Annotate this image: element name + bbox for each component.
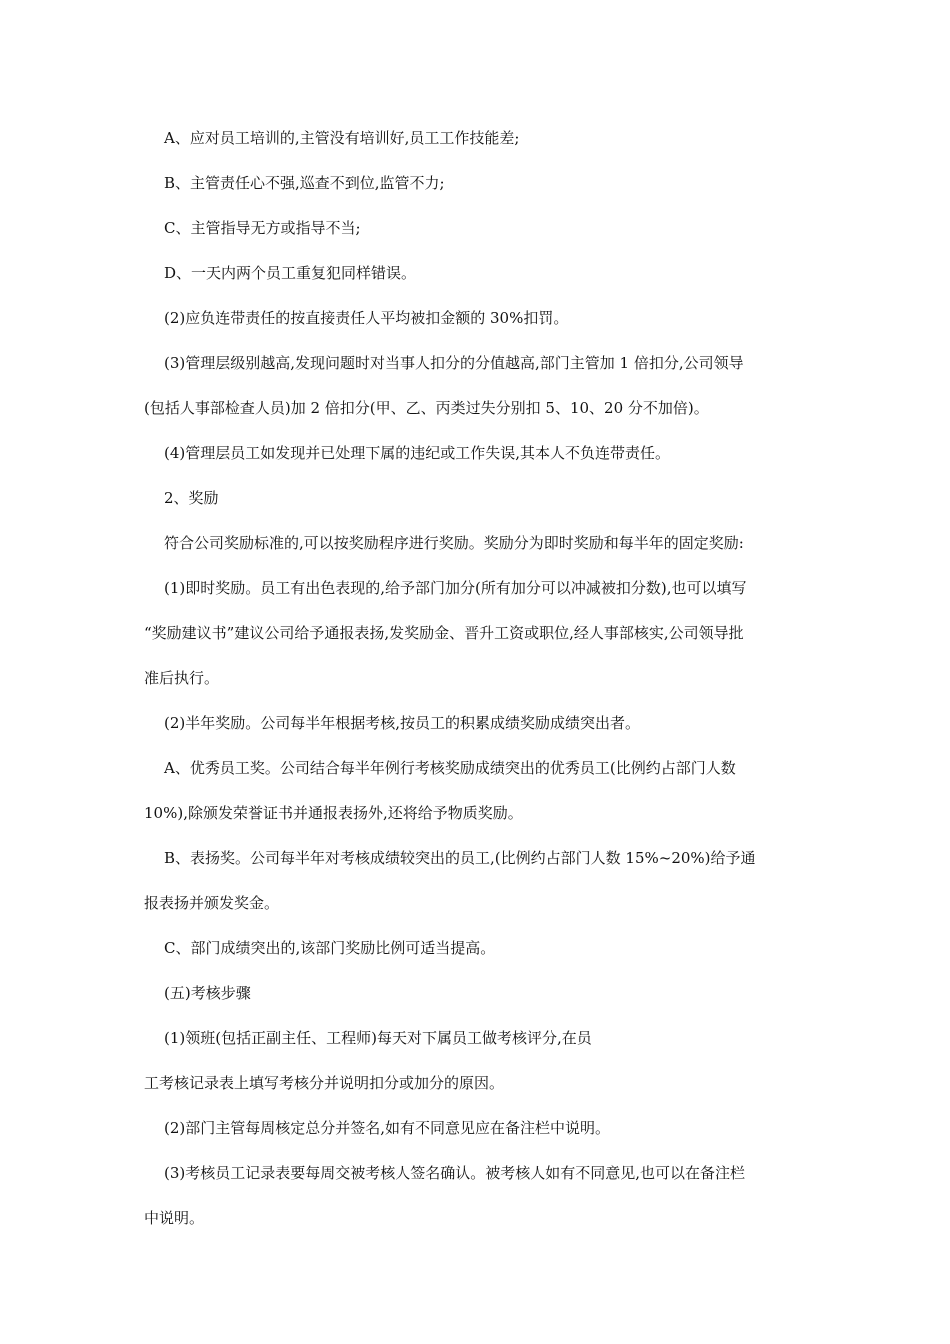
- text-line: (1)领班(包括正副主任、工程师)每天对下属员工做考核评分,在员: [164, 1029, 592, 1047]
- text-line: D、一天内两个员工重复犯同样错误。: [164, 264, 417, 282]
- text-line: C、主管指导无方或指导不当;: [164, 219, 361, 237]
- text-line: A、优秀员工奖。公司结合每半年例行考核奖励成绩突出的优秀员工(比例约占部门人数: [164, 759, 736, 777]
- text-line: “奖励建议书”建议公司给予通报表扬,发奖励金、晋升工资或职位,经人事部核实,公司领导批: [144, 624, 744, 642]
- text-line: B、主管责任心不强,巡查不到位,监管不力;: [164, 174, 445, 192]
- text-line: 符合公司奖励标准的,可以按奖励程序进行奖励。奖励分为即时奖励和每半年的固定奖励:: [164, 534, 744, 552]
- text-line: (2)半年奖励。公司每半年根据考核,按员工的积累成绩奖励成绩突出者。: [164, 714, 641, 732]
- text-line: 10%),除颁发荣誉证书并通报表扬外,还将给予物质奖励。: [144, 804, 523, 822]
- text-line: 工考核记录表上填写考核分并说明扣分或加分的原因。: [144, 1074, 505, 1092]
- text-line: (2)应负连带责任的按直接责任人平均被扣金额的 30%扣罚。: [164, 309, 569, 327]
- text-line: (1)即时奖励。员工有出色表现的,给予部门加分(所有加分可以冲减被扣分数),也可以填写: [164, 579, 747, 597]
- text-line: C、部门成绩突出的,该部门奖励比例可适当提高。: [164, 939, 496, 957]
- text-line: 中说明。: [144, 1209, 205, 1227]
- section-heading: 2、奖励: [164, 489, 219, 507]
- text-line: (2)部门主管每周核定总分并签名,如有不同意见应在备注栏中说明。: [164, 1119, 611, 1137]
- text-line: 报表扬并颁发奖金。: [144, 894, 280, 912]
- text-line: (包括人事部检查人员)加 2 倍扣分(甲、乙、丙类过失分别扣 5、10、20 分不加倍)。: [144, 399, 709, 417]
- text-line: (4)管理层员工如发现并已处理下属的违纪或工作失误,其本人不负连带责任。: [164, 444, 671, 462]
- text-line: 准后执行。: [144, 669, 220, 687]
- text-line: (3)管理层级别越高,发现问题时对当事人扣分的分值越高,部门主管加 1 倍扣分,公司领导: [164, 354, 744, 372]
- text-line: (3)考核员工记录表要每周交被考核人签名确认。被考核人如有不同意见,也可以在备注栏: [164, 1164, 746, 1182]
- text-line: B、表扬奖。公司每半年对考核成绩较突出的员工,(比例约占部门人数 15%~20%)给予通: [164, 849, 756, 867]
- section-heading: (五)考核步骤: [164, 984, 251, 1002]
- text-line: A、应对员工培训的,主管没有培训好,员工工作技能差;: [164, 129, 520, 147]
